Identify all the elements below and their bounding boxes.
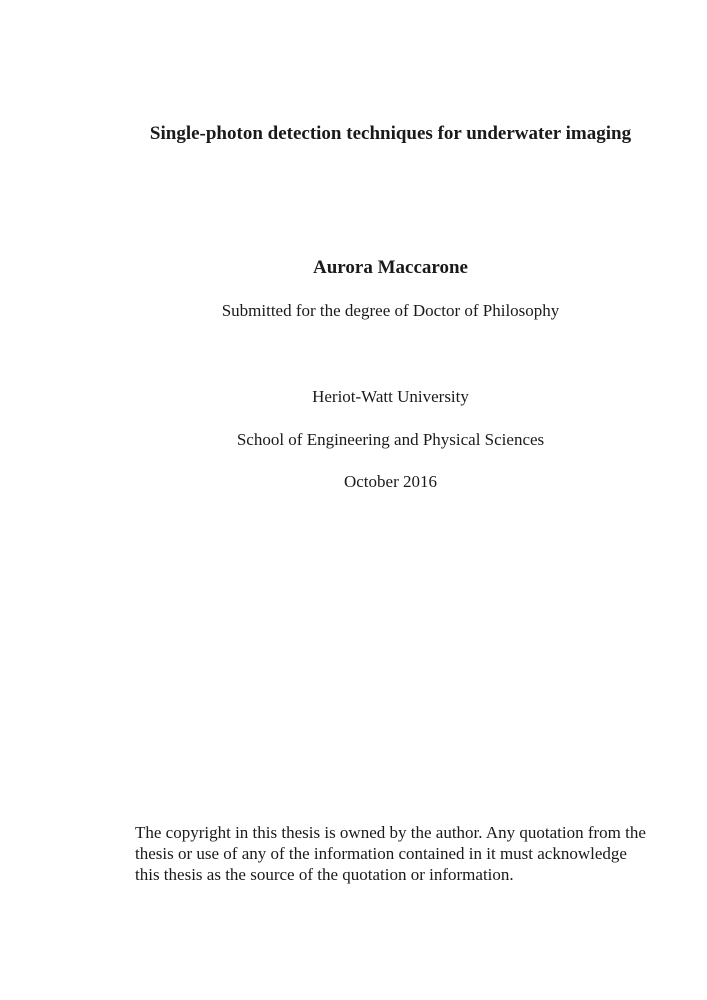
copyright-notice-line-3: this thesis as the source of the quotation or information. (135, 865, 514, 884)
school-name: School of Engineering and Physical Sciences (236, 430, 545, 449)
degree-statement: Submitted for the degree of Doctor of Philosophy (221, 301, 560, 320)
author-name: Aurora Maccarone (313, 257, 468, 278)
copyright-notice-line-2: thesis or use of any of the information contained in it must acknowledge (135, 844, 627, 863)
copyright-notice (135, 822, 655, 885)
copyright-notice-line-1: The copyright in this thesis is owned by the author. Any quotation from the (135, 823, 646, 842)
thesis-title: Single-photon detection techniques for underwater imaging (149, 123, 632, 144)
university-name: Heriot-Watt University (312, 387, 469, 406)
submission-date: October 2016 (343, 472, 437, 491)
